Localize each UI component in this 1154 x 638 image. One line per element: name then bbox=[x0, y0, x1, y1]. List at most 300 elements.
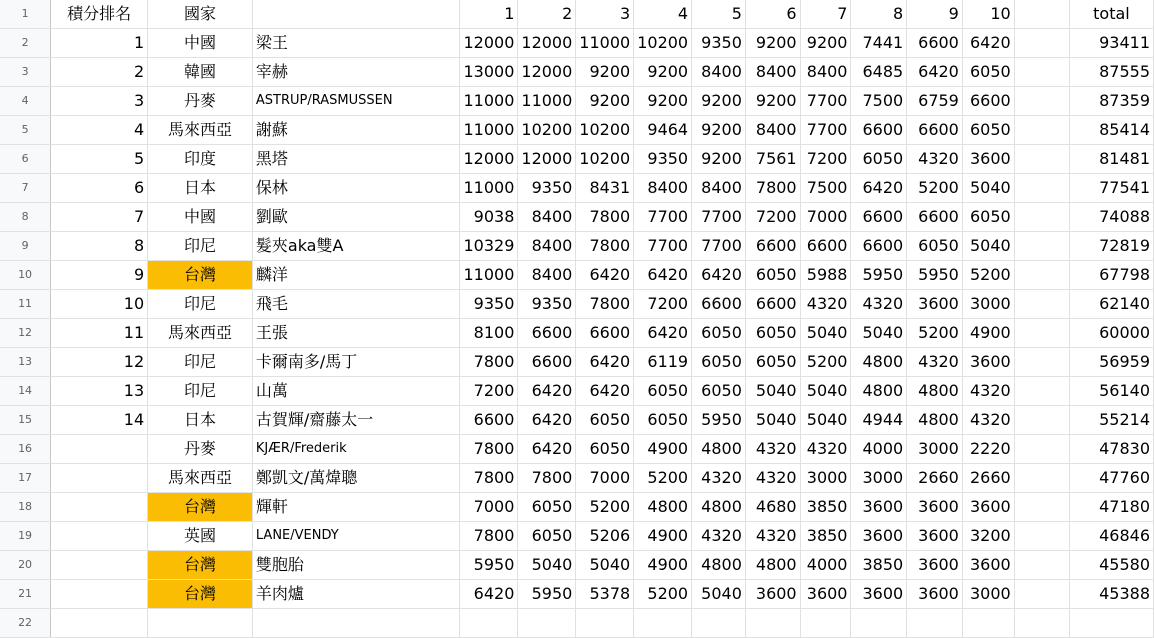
total-cell[interactable]: 85414 bbox=[1069, 116, 1153, 145]
score-cell[interactable]: 5200 bbox=[907, 174, 963, 203]
player-name-cell[interactable]: KJÆR/Frederik bbox=[252, 435, 460, 464]
row-number[interactable]: 6 bbox=[0, 145, 51, 174]
score-cell[interactable]: 4320 bbox=[962, 377, 1014, 406]
player-name-cell[interactable]: 黑塔 bbox=[252, 145, 460, 174]
row-number[interactable]: 1 bbox=[0, 0, 51, 29]
score-cell[interactable]: 3600 bbox=[907, 551, 963, 580]
score-cell[interactable]: 8400 bbox=[634, 174, 692, 203]
score-cell[interactable]: 4320 bbox=[962, 406, 1014, 435]
blank-cell[interactable] bbox=[1014, 377, 1069, 406]
score-cell[interactable]: 2660 bbox=[962, 464, 1014, 493]
score-cell[interactable]: 5040 bbox=[962, 232, 1014, 261]
score-cell[interactable]: 4944 bbox=[851, 406, 907, 435]
player-name-cell[interactable]: 山萬 bbox=[252, 377, 460, 406]
score-cell[interactable]: 6050 bbox=[745, 261, 800, 290]
player-name-cell[interactable]: LANE/VENDY bbox=[252, 522, 460, 551]
player-name-cell[interactable]: 輝軒 bbox=[252, 493, 460, 522]
blank-cell[interactable] bbox=[1014, 58, 1069, 87]
score-cell[interactable]: 4800 bbox=[907, 377, 963, 406]
score-cell[interactable]: 6600 bbox=[460, 406, 518, 435]
rank-cell[interactable]: 1 bbox=[51, 29, 148, 58]
score-cell[interactable]: 4000 bbox=[800, 551, 851, 580]
header-round[interactable]: 8 bbox=[851, 0, 907, 29]
score-cell[interactable]: 9350 bbox=[518, 174, 576, 203]
score-cell[interactable]: 4320 bbox=[745, 464, 800, 493]
rank-cell[interactable]: 5 bbox=[51, 145, 148, 174]
score-cell[interactable] bbox=[745, 609, 800, 638]
row-number[interactable]: 11 bbox=[0, 290, 51, 319]
rank-cell[interactable]: 2 bbox=[51, 58, 148, 87]
score-cell[interactable]: 8400 bbox=[692, 58, 746, 87]
score-cell[interactable]: 9350 bbox=[518, 290, 576, 319]
score-cell[interactable]: 9200 bbox=[800, 29, 851, 58]
score-cell[interactable]: 5206 bbox=[576, 522, 634, 551]
score-cell[interactable]: 3600 bbox=[962, 348, 1014, 377]
blank-cell[interactable] bbox=[1014, 319, 1069, 348]
score-cell[interactable]: 3600 bbox=[962, 551, 1014, 580]
header-round[interactable]: 10 bbox=[962, 0, 1014, 29]
score-cell[interactable]: 5988 bbox=[800, 261, 851, 290]
score-cell[interactable]: 6600 bbox=[851, 116, 907, 145]
score-cell[interactable]: 12000 bbox=[460, 29, 518, 58]
player-name-cell[interactable]: 劉歐 bbox=[252, 203, 460, 232]
score-cell[interactable]: 6050 bbox=[962, 203, 1014, 232]
score-cell[interactable]: 6600 bbox=[907, 29, 963, 58]
score-cell[interactable] bbox=[460, 609, 518, 638]
score-cell[interactable]: 5040 bbox=[745, 406, 800, 435]
country-cell[interactable]: 台灣 bbox=[148, 551, 253, 580]
rank-cell[interactable] bbox=[51, 493, 148, 522]
score-cell[interactable]: 9200 bbox=[692, 145, 746, 174]
header-round[interactable]: 5 bbox=[692, 0, 746, 29]
score-cell[interactable]: 5950 bbox=[692, 406, 746, 435]
blank-cell[interactable] bbox=[1014, 493, 1069, 522]
score-cell[interactable]: 4800 bbox=[634, 493, 692, 522]
score-cell[interactable]: 5040 bbox=[851, 319, 907, 348]
total-cell[interactable]: 47830 bbox=[1069, 435, 1153, 464]
score-cell[interactable]: 11000 bbox=[518, 87, 576, 116]
score-cell[interactable]: 7200 bbox=[460, 377, 518, 406]
rank-cell[interactable] bbox=[51, 580, 148, 609]
score-cell[interactable]: 9350 bbox=[460, 290, 518, 319]
score-cell[interactable]: 7200 bbox=[800, 145, 851, 174]
score-cell[interactable]: 6600 bbox=[962, 87, 1014, 116]
blank-cell[interactable] bbox=[1014, 435, 1069, 464]
score-cell[interactable]: 8400 bbox=[518, 261, 576, 290]
score-cell[interactable]: 7800 bbox=[576, 203, 634, 232]
player-name-cell[interactable]: 謝蘇 bbox=[252, 116, 460, 145]
score-cell[interactable]: 6420 bbox=[962, 29, 1014, 58]
player-name-cell[interactable]: 古賀輝/齋藤太一 bbox=[252, 406, 460, 435]
score-cell[interactable]: 8431 bbox=[576, 174, 634, 203]
score-cell[interactable]: 6600 bbox=[800, 232, 851, 261]
blank-cell[interactable] bbox=[1014, 87, 1069, 116]
score-cell[interactable]: 3600 bbox=[851, 580, 907, 609]
rank-cell[interactable]: 10 bbox=[51, 290, 148, 319]
rank-cell[interactable] bbox=[51, 551, 148, 580]
player-name-cell[interactable]: 雙胞胎 bbox=[252, 551, 460, 580]
score-cell[interactable]: 6050 bbox=[518, 493, 576, 522]
score-cell[interactable]: 6050 bbox=[692, 319, 746, 348]
score-cell[interactable]: 9200 bbox=[692, 87, 746, 116]
player-name-cell[interactable]: 卡爾南多/馬丁 bbox=[252, 348, 460, 377]
total-cell[interactable]: 81481 bbox=[1069, 145, 1153, 174]
score-cell[interactable]: 5040 bbox=[800, 406, 851, 435]
score-cell[interactable]: 5200 bbox=[634, 580, 692, 609]
score-cell[interactable] bbox=[692, 609, 746, 638]
score-cell[interactable]: 5040 bbox=[800, 377, 851, 406]
score-cell[interactable]: 7200 bbox=[745, 203, 800, 232]
score-cell[interactable]: 2220 bbox=[962, 435, 1014, 464]
score-cell[interactable]: 7800 bbox=[460, 522, 518, 551]
country-cell[interactable]: 馬來西亞 bbox=[148, 116, 253, 145]
country-cell[interactable]: 日本 bbox=[148, 174, 253, 203]
score-cell[interactable]: 6050 bbox=[634, 377, 692, 406]
score-cell[interactable]: 6420 bbox=[634, 261, 692, 290]
score-cell[interactable]: 6119 bbox=[634, 348, 692, 377]
player-name-cell[interactable]: 鄭凱文/萬煒聰 bbox=[252, 464, 460, 493]
score-cell[interactable]: 3000 bbox=[851, 464, 907, 493]
score-cell[interactable]: 8400 bbox=[800, 58, 851, 87]
player-name-cell[interactable]: 羊肉爐 bbox=[252, 580, 460, 609]
score-cell[interactable]: 7800 bbox=[518, 464, 576, 493]
score-cell[interactable]: 7000 bbox=[460, 493, 518, 522]
score-cell[interactable]: 8400 bbox=[745, 58, 800, 87]
score-cell[interactable]: 5378 bbox=[576, 580, 634, 609]
score-cell[interactable]: 4320 bbox=[692, 464, 746, 493]
score-cell[interactable]: 7800 bbox=[745, 174, 800, 203]
score-cell[interactable]: 4320 bbox=[907, 145, 963, 174]
score-cell[interactable]: 6420 bbox=[518, 435, 576, 464]
total-cell[interactable]: 93411 bbox=[1069, 29, 1153, 58]
header-blank[interactable] bbox=[1014, 0, 1069, 29]
score-cell[interactable]: 9464 bbox=[634, 116, 692, 145]
score-cell[interactable]: 6600 bbox=[745, 232, 800, 261]
score-cell[interactable]: 6050 bbox=[692, 348, 746, 377]
score-cell[interactable]: 3600 bbox=[907, 522, 963, 551]
player-name-cell[interactable]: 保林 bbox=[252, 174, 460, 203]
rank-cell[interactable] bbox=[51, 609, 148, 638]
player-name-cell[interactable]: 王張 bbox=[252, 319, 460, 348]
total-cell[interactable]: 62140 bbox=[1069, 290, 1153, 319]
score-cell[interactable]: 4900 bbox=[634, 522, 692, 551]
score-cell[interactable]: 4800 bbox=[692, 551, 746, 580]
score-cell[interactable]: 4320 bbox=[692, 522, 746, 551]
score-cell[interactable]: 7800 bbox=[460, 435, 518, 464]
player-name-cell[interactable] bbox=[252, 609, 460, 638]
score-cell[interactable]: 7700 bbox=[800, 87, 851, 116]
score-cell[interactable]: 12000 bbox=[518, 29, 576, 58]
score-cell[interactable]: 3600 bbox=[907, 580, 963, 609]
score-cell[interactable]: 3000 bbox=[962, 580, 1014, 609]
score-cell[interactable]: 4680 bbox=[745, 493, 800, 522]
score-cell[interactable]: 6420 bbox=[576, 348, 634, 377]
score-cell[interactable]: 6050 bbox=[576, 406, 634, 435]
country-cell[interactable]: 丹麥 bbox=[148, 435, 253, 464]
header-round[interactable]: 6 bbox=[745, 0, 800, 29]
header-round[interactable]: 7 bbox=[800, 0, 851, 29]
score-cell[interactable]: 3600 bbox=[962, 145, 1014, 174]
score-cell[interactable]: 6600 bbox=[518, 348, 576, 377]
header-round[interactable]: 3 bbox=[576, 0, 634, 29]
row-number[interactable]: 10 bbox=[0, 261, 51, 290]
header-country[interactable]: 國家 bbox=[148, 0, 253, 29]
rank-cell[interactable]: 8 bbox=[51, 232, 148, 261]
score-cell[interactable]: 6050 bbox=[518, 522, 576, 551]
blank-cell[interactable] bbox=[1014, 348, 1069, 377]
score-cell[interactable]: 7561 bbox=[745, 145, 800, 174]
blank-cell[interactable] bbox=[1014, 551, 1069, 580]
total-cell[interactable]: 47760 bbox=[1069, 464, 1153, 493]
score-cell[interactable]: 5200 bbox=[962, 261, 1014, 290]
score-cell[interactable]: 6050 bbox=[692, 377, 746, 406]
country-cell[interactable]: 英國 bbox=[148, 522, 253, 551]
blank-cell[interactable] bbox=[1014, 609, 1069, 638]
score-cell[interactable]: 4000 bbox=[851, 435, 907, 464]
header-round[interactable]: 2 bbox=[518, 0, 576, 29]
rank-cell[interactable]: 12 bbox=[51, 348, 148, 377]
score-cell[interactable]: 7700 bbox=[800, 116, 851, 145]
total-cell[interactable]: 77541 bbox=[1069, 174, 1153, 203]
score-cell[interactable]: 13000 bbox=[460, 58, 518, 87]
header-total[interactable]: total bbox=[1069, 0, 1153, 29]
row-number[interactable]: 5 bbox=[0, 116, 51, 145]
score-cell[interactable]: 7700 bbox=[692, 203, 746, 232]
score-cell[interactable]: 6485 bbox=[851, 58, 907, 87]
total-cell[interactable]: 87555 bbox=[1069, 58, 1153, 87]
score-cell[interactable]: 9200 bbox=[745, 87, 800, 116]
score-cell[interactable]: 10329 bbox=[460, 232, 518, 261]
player-name-cell[interactable]: 麟洋 bbox=[252, 261, 460, 290]
score-cell[interactable]: 4900 bbox=[962, 319, 1014, 348]
score-cell[interactable]: 6420 bbox=[907, 58, 963, 87]
row-number[interactable]: 14 bbox=[0, 377, 51, 406]
score-cell[interactable]: 6600 bbox=[907, 203, 963, 232]
score-cell[interactable] bbox=[962, 609, 1014, 638]
player-name-cell[interactable]: 髮夾aka雙A bbox=[252, 232, 460, 261]
score-cell[interactable]: 4800 bbox=[692, 435, 746, 464]
score-cell[interactable]: 4320 bbox=[800, 435, 851, 464]
score-cell[interactable]: 9350 bbox=[692, 29, 746, 58]
score-cell[interactable]: 11000 bbox=[460, 87, 518, 116]
total-cell[interactable]: 45580 bbox=[1069, 551, 1153, 580]
total-cell[interactable]: 87359 bbox=[1069, 87, 1153, 116]
rank-cell[interactable]: 13 bbox=[51, 377, 148, 406]
score-cell[interactable]: 6050 bbox=[962, 116, 1014, 145]
score-cell[interactable]: 7800 bbox=[460, 348, 518, 377]
score-cell[interactable]: 5200 bbox=[634, 464, 692, 493]
country-cell[interactable]: 日本 bbox=[148, 406, 253, 435]
score-cell[interactable]: 8100 bbox=[460, 319, 518, 348]
row-number[interactable]: 9 bbox=[0, 232, 51, 261]
score-cell[interactable]: 3600 bbox=[800, 580, 851, 609]
row-number[interactable]: 22 bbox=[0, 609, 51, 638]
score-cell[interactable]: 5200 bbox=[576, 493, 634, 522]
country-cell[interactable]: 台灣 bbox=[148, 261, 253, 290]
score-cell[interactable]: 5040 bbox=[745, 377, 800, 406]
score-cell[interactable]: 6600 bbox=[907, 116, 963, 145]
score-cell[interactable]: 3850 bbox=[800, 522, 851, 551]
score-cell[interactable]: 7500 bbox=[800, 174, 851, 203]
row-number[interactable]: 3 bbox=[0, 58, 51, 87]
total-cell[interactable]: 72819 bbox=[1069, 232, 1153, 261]
score-cell[interactable]: 3600 bbox=[907, 493, 963, 522]
row-number[interactable]: 19 bbox=[0, 522, 51, 551]
score-cell[interactable]: 4320 bbox=[745, 522, 800, 551]
score-cell[interactable]: 12000 bbox=[460, 145, 518, 174]
score-cell[interactable]: 6600 bbox=[851, 232, 907, 261]
score-cell[interactable]: 7000 bbox=[800, 203, 851, 232]
score-cell[interactable]: 4900 bbox=[634, 551, 692, 580]
score-cell[interactable]: 7441 bbox=[851, 29, 907, 58]
header-name[interactable] bbox=[252, 0, 460, 29]
score-cell[interactable]: 12000 bbox=[518, 145, 576, 174]
score-cell[interactable]: 6420 bbox=[518, 406, 576, 435]
row-number[interactable]: 4 bbox=[0, 87, 51, 116]
row-number[interactable]: 7 bbox=[0, 174, 51, 203]
row-number[interactable]: 17 bbox=[0, 464, 51, 493]
total-cell[interactable]: 67798 bbox=[1069, 261, 1153, 290]
score-cell[interactable]: 3600 bbox=[745, 580, 800, 609]
score-cell[interactable]: 6050 bbox=[962, 58, 1014, 87]
blank-cell[interactable] bbox=[1014, 174, 1069, 203]
score-cell[interactable]: 5040 bbox=[800, 319, 851, 348]
score-cell[interactable]: 8400 bbox=[518, 203, 576, 232]
score-cell[interactable]: 2660 bbox=[907, 464, 963, 493]
blank-cell[interactable] bbox=[1014, 116, 1069, 145]
score-cell[interactable]: 11000 bbox=[576, 29, 634, 58]
rank-cell[interactable] bbox=[51, 522, 148, 551]
country-cell[interactable]: 印尼 bbox=[148, 348, 253, 377]
score-cell[interactable]: 8400 bbox=[692, 174, 746, 203]
rank-cell[interactable]: 9 bbox=[51, 261, 148, 290]
score-cell[interactable]: 6050 bbox=[576, 435, 634, 464]
total-cell[interactable] bbox=[1069, 609, 1153, 638]
row-number[interactable]: 20 bbox=[0, 551, 51, 580]
score-cell[interactable]: 5040 bbox=[576, 551, 634, 580]
score-cell[interactable]: 9200 bbox=[576, 87, 634, 116]
total-cell[interactable]: 60000 bbox=[1069, 319, 1153, 348]
score-cell[interactable]: 8400 bbox=[518, 232, 576, 261]
score-cell[interactable] bbox=[518, 609, 576, 638]
score-cell[interactable]: 6420 bbox=[576, 377, 634, 406]
score-cell[interactable]: 5040 bbox=[962, 174, 1014, 203]
score-cell[interactable]: 5950 bbox=[907, 261, 963, 290]
score-cell[interactable]: 11000 bbox=[460, 174, 518, 203]
score-cell[interactable]: 7800 bbox=[576, 290, 634, 319]
score-cell[interactable]: 4800 bbox=[692, 493, 746, 522]
score-cell[interactable]: 7700 bbox=[692, 232, 746, 261]
score-cell[interactable]: 4800 bbox=[851, 348, 907, 377]
score-cell[interactable]: 6050 bbox=[851, 145, 907, 174]
blank-cell[interactable] bbox=[1014, 261, 1069, 290]
total-cell[interactable]: 56140 bbox=[1069, 377, 1153, 406]
score-cell[interactable]: 9200 bbox=[576, 58, 634, 87]
score-cell[interactable]: 5040 bbox=[518, 551, 576, 580]
country-cell[interactable]: 台灣 bbox=[148, 580, 253, 609]
score-cell[interactable]: 7800 bbox=[460, 464, 518, 493]
score-cell[interactable] bbox=[800, 609, 851, 638]
score-cell[interactable]: 7200 bbox=[634, 290, 692, 319]
total-cell[interactable]: 46846 bbox=[1069, 522, 1153, 551]
blank-cell[interactable] bbox=[1014, 464, 1069, 493]
total-cell[interactable]: 56959 bbox=[1069, 348, 1153, 377]
row-number[interactable]: 18 bbox=[0, 493, 51, 522]
blank-cell[interactable] bbox=[1014, 203, 1069, 232]
score-cell[interactable]: 10200 bbox=[634, 29, 692, 58]
score-cell[interactable]: 6600 bbox=[851, 203, 907, 232]
score-cell[interactable]: 7700 bbox=[634, 203, 692, 232]
score-cell[interactable]: 6050 bbox=[745, 319, 800, 348]
rank-cell[interactable]: 6 bbox=[51, 174, 148, 203]
score-cell[interactable]: 6600 bbox=[576, 319, 634, 348]
score-cell[interactable]: 5200 bbox=[800, 348, 851, 377]
score-cell[interactable] bbox=[576, 609, 634, 638]
country-cell[interactable]: 印尼 bbox=[148, 290, 253, 319]
country-cell[interactable]: 馬來西亞 bbox=[148, 464, 253, 493]
score-cell[interactable]: 6420 bbox=[576, 261, 634, 290]
total-cell[interactable]: 74088 bbox=[1069, 203, 1153, 232]
score-cell[interactable]: 6050 bbox=[745, 348, 800, 377]
country-cell[interactable]: 印尼 bbox=[148, 377, 253, 406]
score-cell[interactable]: 10200 bbox=[576, 116, 634, 145]
header-round[interactable]: 4 bbox=[634, 0, 692, 29]
score-cell[interactable]: 5950 bbox=[851, 261, 907, 290]
country-cell[interactable]: 印度 bbox=[148, 145, 253, 174]
score-cell[interactable]: 3850 bbox=[800, 493, 851, 522]
score-cell[interactable]: 5950 bbox=[460, 551, 518, 580]
score-cell[interactable]: 6420 bbox=[634, 319, 692, 348]
score-cell[interactable]: 5200 bbox=[907, 319, 963, 348]
score-cell[interactable]: 8400 bbox=[745, 116, 800, 145]
row-number[interactable]: 16 bbox=[0, 435, 51, 464]
score-cell[interactable]: 6050 bbox=[634, 406, 692, 435]
score-cell[interactable]: 3600 bbox=[962, 493, 1014, 522]
country-cell[interactable]: 韓國 bbox=[148, 58, 253, 87]
total-cell[interactable]: 55214 bbox=[1069, 406, 1153, 435]
score-cell[interactable]: 4320 bbox=[907, 348, 963, 377]
country-cell[interactable]: 台灣 bbox=[148, 493, 253, 522]
score-cell[interactable]: 9038 bbox=[460, 203, 518, 232]
score-cell[interactable]: 10200 bbox=[518, 116, 576, 145]
country-cell[interactable]: 馬來西亞 bbox=[148, 319, 253, 348]
score-cell[interactable]: 3000 bbox=[800, 464, 851, 493]
score-cell[interactable]: 9200 bbox=[692, 116, 746, 145]
score-cell[interactable]: 9200 bbox=[634, 87, 692, 116]
score-cell[interactable]: 4320 bbox=[800, 290, 851, 319]
score-cell[interactable]: 5950 bbox=[518, 580, 576, 609]
country-cell[interactable]: 中國 bbox=[148, 203, 253, 232]
player-name-cell[interactable]: 梁王 bbox=[252, 29, 460, 58]
country-cell[interactable]: 丹麥 bbox=[148, 87, 253, 116]
score-cell[interactable]: 4900 bbox=[634, 435, 692, 464]
score-cell[interactable]: 7500 bbox=[851, 87, 907, 116]
blank-cell[interactable] bbox=[1014, 145, 1069, 174]
score-cell[interactable]: 7000 bbox=[576, 464, 634, 493]
score-cell[interactable]: 3200 bbox=[962, 522, 1014, 551]
rank-cell[interactable] bbox=[51, 435, 148, 464]
score-cell[interactable]: 6600 bbox=[692, 290, 746, 319]
row-number[interactable]: 13 bbox=[0, 348, 51, 377]
score-cell[interactable]: 3600 bbox=[907, 290, 963, 319]
rank-cell[interactable]: 4 bbox=[51, 116, 148, 145]
score-cell[interactable]: 3850 bbox=[851, 551, 907, 580]
score-cell[interactable]: 6759 bbox=[907, 87, 963, 116]
player-name-cell[interactable]: 飛毛 bbox=[252, 290, 460, 319]
score-cell[interactable]: 6420 bbox=[851, 174, 907, 203]
header-round[interactable]: 9 bbox=[907, 0, 963, 29]
score-cell[interactable]: 10200 bbox=[576, 145, 634, 174]
